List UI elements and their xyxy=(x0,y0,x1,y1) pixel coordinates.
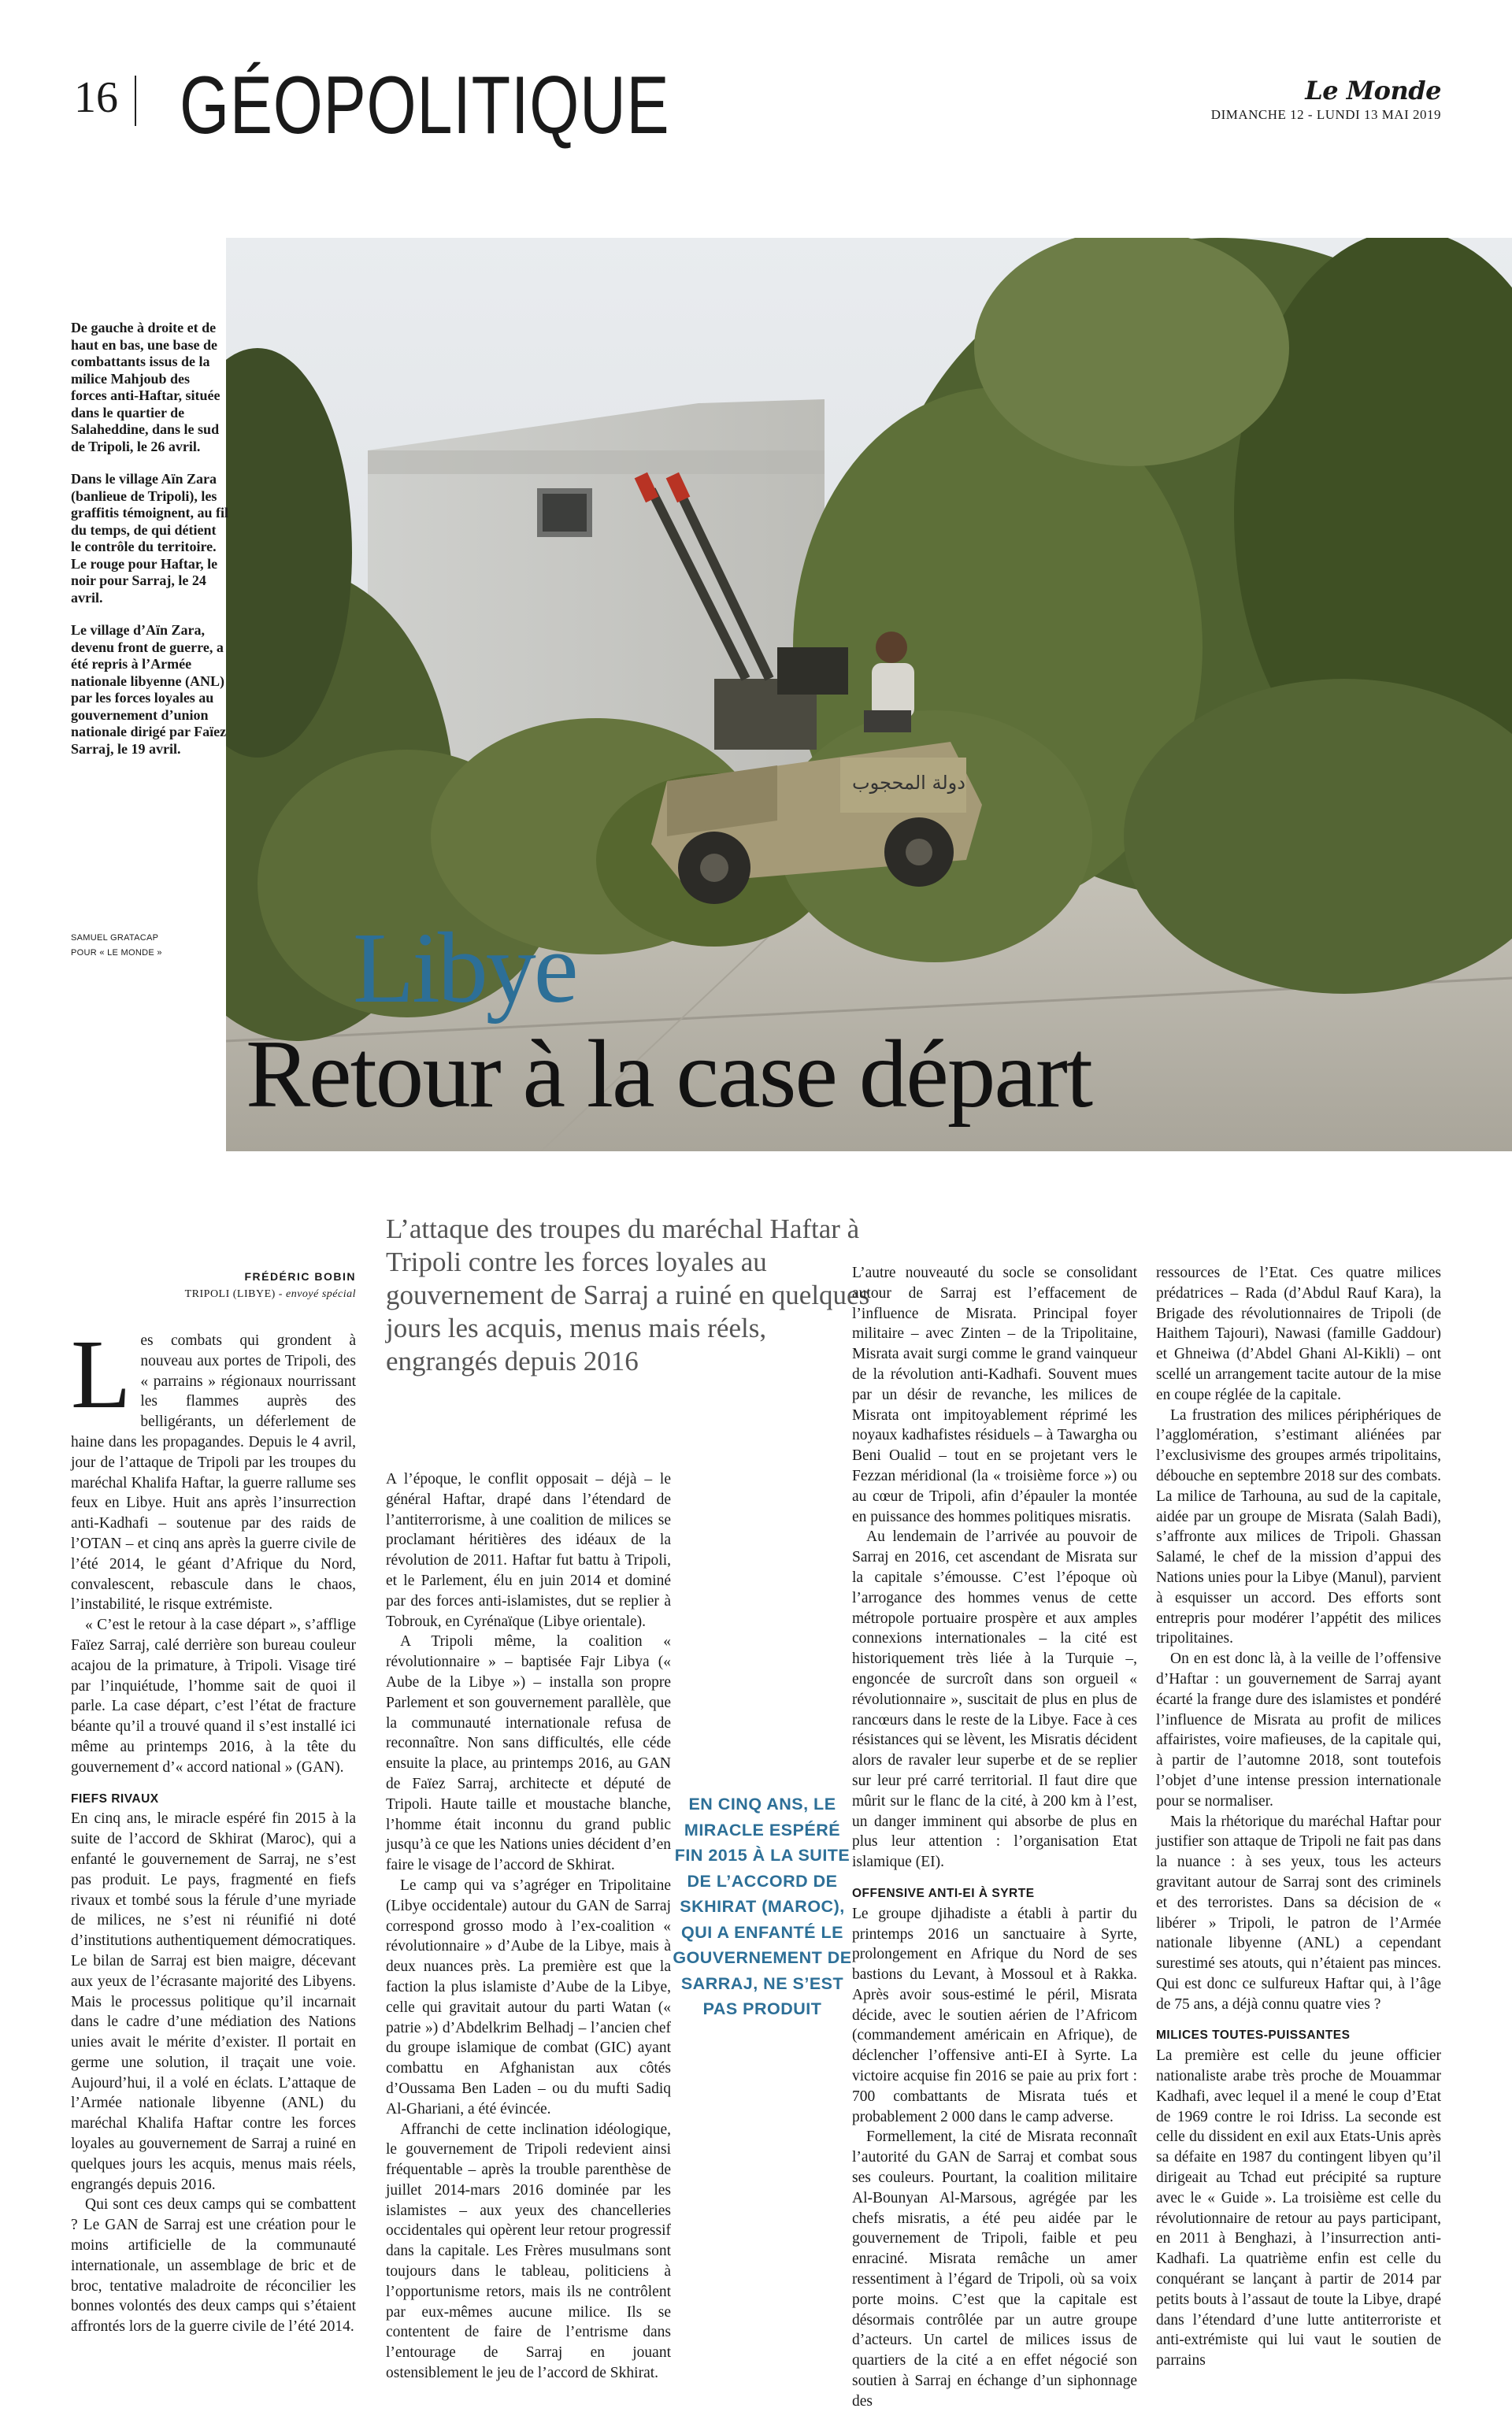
article-column-3 xyxy=(852,1263,1137,2412)
paragraph: Mais la rhétorique du maréchal Haftar pour justifier son attaque de Tripoli ne fait pas dans la nuance : à ses yeux, tous les acteurs gravitant autour de Sarraj sont des criminels et des terroristes. Dans sa décision de « libérer » Tripoli, le patron de l’Armée nationale libyenne (ANL) a cependant surestimé ses atouts, qui n’étaient pas minces. Qui est donc ce sulfureux Haftar qui, à l’âge de 75 ans, a déjà connu quatre vies ? xyxy=(1156,1813,1441,2013)
paragraph: ressources de l’Etat. Ces quatre milices prédatrices – Rada (d’Abdul Rauf Kara), la Brigade des révolutionnaires de Tripoli (de Haithem Tajouri), Nawasi (famille Gaddour) et Ghneiwa (d’Abdel Ghani Al-Kikli) – ont scellé un arrangement tacite autour de la mise en coupe réglée de la capitale. xyxy=(1156,1265,1441,1403)
svg-text:دولة المحجوب: دولة المحجوب xyxy=(852,772,965,794)
subheading: MILICES TOUTES-PUISSANTES xyxy=(1156,2029,1351,2043)
article-headline: Retour à la case départ xyxy=(246,1020,1092,1128)
paragraph: Au lendemain de l’arrivée au pouvoir de Sarraj en 2016, cet ascendant de Misrata sur la capitale s’émousse. C’est l’époque où l’arrogance des hommes venus de cette métropole portuaire prospère et aux amples connexions internationales – la cité est historiquement très liée à la Turquie –, engoncée de surcroît dans son orgueil « révolutionnaire », suscitait de plus en plus de rancœurs dans le reste de la Libye. Face à ces résistances qui se lèvent, les Misratis décident alors de ravaler leur superbe et de se replier sur leur pré carré territorial. Il faut dire que mûrit sur le flanc de la cité, à 200 km à l’est, un danger imminent qui absorbe de plus en plus leur attention : l’organisation Etat islamique (EI). xyxy=(852,1528,1137,1871)
author-role: envoyé spécial xyxy=(285,1288,356,1300)
subheading: FIEFS RIVAUX xyxy=(71,1791,159,1806)
photo-credit xyxy=(71,931,228,961)
paragraph: A l’époque, le conflit opposait – déjà – le général Haftar, drapé dans l’étendard de l’antiterrorisme, à une coalition de milices se proclamant héritières des idéaux de la révolution de 2011. Haftar fut battu à Tripoli, et le Parlement, élu en juin 2014 et dominé par des forces anti-islamistes, dut se replier à Tobrouk, en Cyrénaïque (Libye orientale). xyxy=(386,1471,671,1630)
subheading: OFFENSIVE ANTI-EI À SYRTE xyxy=(852,1886,1035,1900)
caption-paragraph: Dans le village Aïn Zara (banlieue de Tripoli), les graffitis témoignent, au fil du temps, de qui détient le contrôle du territoire. Le rouge pour Haftar, le noir pour Sarraj, le 24 avril. xyxy=(71,471,228,606)
paragraph: es combats qui grondent à nouveau aux portes de Tripoli, des « parrains » régionaux nourrissant les flammes auprès des belligérants, un déferlement de haine dans les propagandes. Depuis le 4 avril, jour de l’attaque de Tripoli par les troupes du maréchal Khalifa Haftar, la guerre rallume ses feux en Libye. Huit ans après l’insurrection anti-Kadhafi – soutenue par des raids de l’OTAN – et cinq ans après la guerre civile de l’été 2014, le géant d’Afrique du Nord, convalescent, rebascule dans le chaos, l’instabilité, le risque extrémiste. xyxy=(71,1332,356,1614)
caption-paragraph: Le village d’Aïn Zara, devenu front de guerre, a été repris à l’Armée nationale libyenne (ANL) par les forces loyales au gouvernement d’union nationale dirigé par Faïez Sarraj, le 19 avril. xyxy=(71,622,227,757)
pull-quote: EN CINQ ANS, LE MIRACLE ESPÉRÉ FIN 2015 À LA SUITE DE L’ACCORD DE SKHIRAT (MAROC), QUI A ENFANTÉ LE GOUVERNEMENT DE SARRAJ, NE S’EST PAS PRODUIT xyxy=(673,1795,852,2018)
paragraph: Affranchi de cette inclination idéologique, le gouvernement de Tripoli redevient ainsi fréquentable – après la trouble parenthèse de juillet 2014-mars 2016 dominée par les islamistes – aux yeux des chancelleries occidentales qui opèrent leur retour progressif dans la capitale. Les Frères musulmans sont toujours dans le tableau, politiciens à l’opportunisme retors, mais ils ne contrôlent par eux-mêmes aucune milice. Ils se contentent de faire de l’entrisme dans l’entourage de Sarraj en jouant ostensiblement le jeu de l’accord de Skhirat. xyxy=(386,2121,671,2382)
caption-paragraph: De gauche à droite et de haut en bas, une base de combattants issus de la milice Mahjoub des forces anti-Haftar, située dans le quartier de Salaheddine, dans le sud de Tripoli, le 26 avril. xyxy=(71,320,220,454)
issue-date: DIMANCHE 12 - LUNDI 13 MAI 2019 xyxy=(1210,107,1441,122)
paragraph: A Tripoli même, la coalition « révolutionnaire » – baptisée Fajr Libya (« Aube de la Libye ») – installa son propre Parlement et son gouvernement parallèle, que la communauté internationale refusa de reconnaître. Non sans difficultés, elle céde ensuite la place, au printemps 2016, au GAN de Faïez Sarraj, architecte et député de Tripoli. Haute taille et moustache blanche, l’homme était inconnu du grand public jusqu’à ce que les Nations unies décident d’en faire le visage de l’accord de Skhirat. xyxy=(386,1633,671,1874)
paragraph: Le groupe djihadiste a établi à partir du printemps 2016 un sanctuaire à Syrte, prolongement en Afrique du Nord de ses bastions du Levant, à Mossoul et à Rakka. Après avoir sous-estimé le péril, Misrata décide, avec le soutien aérien de l’Africom (commandement américain en Afrique), de déclencher l’offensive anti-EI à Syrte. La victoire acquise fin 2016 se paie au prix fort : 700 combattants de Misrata tués et probablement 2 000 dans le camp adverse. xyxy=(852,1905,1137,2125)
paragraph: Le camp qui va s’agréger en Tripolitaine (Libye occidentale) autour du GAN de Sarraj correspond grosso modo à l’ex-coalition « révolutionnaire » d’Aube de la Libye, mais à deux nuances près. La première est que la faction la plus islamiste d’Aube de la Libye, celle qui gravitait autour du parti Watan (« patrie ») d’Abdelkrim Belhadj – l’ancien chef du groupe islamique de combat (GIC) ayant combattu en Afghanistan aux côtés d’Oussama Ben Laden – ou du mufti Sadiq Al-Ghariani, a été évincée. xyxy=(386,1877,671,2117)
paragraph: Qui sont ces deux camps qui se combattent ? Le GAN de Sarraj est une création pour le moins artificielle de la communauté internationale, un assemblage de bric et de broc, tentative maladroite de réconcilier les bonnes volontés des deux camps qui s’étaient affrontés lors de la guerre civile de l’été 2014. xyxy=(71,2196,356,2336)
newspaper-logo: Le Monde xyxy=(1305,76,1441,106)
paragraph: L’autre nouveauté du socle se consolidant autour de Sarraj est l’effacement de l’influence de Misrata. Principal foyer militaire – avec Zinten – de la Tripolitaine, Misrata avait surgi comme le grand vainqueur de la révolution anti-Kadhafi. Souvent mues par un désir de revanche, les milices de Misrata ont impitoyablement réprimé les noyaux kadhafistes résiduels – à Tawargha ou Beni Oualid – tout en se projetant vers le Fezzan méridional (la « troisième force ») ou au cœur de Tripoli, afin d’épauler la montée en puissance des hommes politiques misratis. xyxy=(852,1265,1137,1525)
article-column-4 xyxy=(1156,1263,1441,2371)
photographer-name: SAMUEL GRATACAP xyxy=(71,933,159,943)
article-lede: L’attaque des troupes du maréchal Haftar à Tripoli contre les forces loyales au gouvernement de Sarraj a ruiné en quelques jours les acquis, menus mais réels, engrangés depuis 2016 xyxy=(386,1213,870,1376)
author-name: FRÉDÉRIC BOBIN xyxy=(244,1270,356,1283)
paragraph: « C’est le retour à la case départ », s’afflige Faïez Sarraj, calé derrière son bureau couleur acajou de la primature, à Tripoli. Visage tiré par l’inquiétude, l’homme sait de quoi il parle. La case départ, c’est l’état de fracture béante qu’il a trouvé quand il s’est installé ici même au printemps 2016, à la tête du gouvernement d’« accord national » (GAN). xyxy=(71,1617,356,1776)
paragraph: La frustration des milices périphériques de l’agglomération, s’estimant aliénées par l’exclusivisme des groupes armés tripolitains, débouche en septembre 2018 sur des combats. La milice de Tarhouna, au sud de la capitale, aidée par un groupe de Misrata (Salah Badi), s’affronte aux milices de Tripoli. Ghassan Salamé, le chef de la mission d’appui des Nations unies pour la Libye (Manul), parvient à esquisser un accord. Des efforts sont entrepris pour modérer l’appétit des milices tripolitaines. xyxy=(1156,1406,1441,1647)
article-column-1 xyxy=(71,1321,356,2337)
drop-cap: L xyxy=(71,1321,132,1429)
paragraph: La première est celle du jeune officier nationaliste arabe très proche de Mouammar Kadhafi, avec lequel il a mené le coup d’Etat de 1969 contre le roi Idriss. La seconde est celle du dissident en exil aux Etats-Unis après sa défaite en 1987 du contingent libyen qu’il dirigeait au Tchad eut précipité sa rupture avec le « Guide ». La troisième est celle du révolutionnaire de retour au pays participant, en 2011 à Benghazi, à l’insurrection anti-Kadhafi. La quatrième enfin est celle du conquérant se lançant à partir de 2014 par petits bouts à l’assaut de toute la Libye, drapé dans l’étendard d’une lutte antiterroriste et anti-extrémiste qui lui vaut le soutien de parrains xyxy=(1156,2047,1441,2369)
paragraph: Formellement, la cité de Misrata reconnaît l’autorité du GAN de Sarraj et combat sous ses couleurs. Pourtant, la coalition militaire Al-Bounyan Al-Marsous, agrégée par les chefs misratis, a été peu aidée par le gouvernement de Tripoli, faible et peu enraciné. Misrata remâche un amer ressentiment à l’égard de Tripoli, où sa voix porte moins. C’est que la capitale est désormais contrôlée par un autre groupe d’acteurs. Un cartel de milices issus de quartiers de la cité a en effet négocié son soutien à Sarraj en échange d’un siphonnage des xyxy=(852,2129,1137,2410)
article-kicker: Libye xyxy=(353,912,576,1024)
photo-caption xyxy=(71,320,228,773)
photographer-outlet: POUR « LE MONDE » xyxy=(71,948,162,958)
article-column-2 xyxy=(386,1469,671,2384)
paragraph: En cinq ans, le miracle espéré fin 2015 à la suite de l’accord de Skhirat (Maroc), qui a enfanté le gouvernement de Sarraj, ne s’est pas produit. Le pays, fragmenté en fiefs rivaux et tombé sous la férule d’une myriade de milices, ne s’est ni réunifié ni doté d’institutions authentiquement démocratiques. Le bilan de Sarraj est bien maigre, décevant aux yeux de l’écrasante majorité des Libyens. Mais le processus politique qu’il incarnait dans le cadre d’une médiation des Nations unies avait le mérite d’exister. Il portait en germe une solution, il traçait une voie. Aujourd’hui, il a volé en éclats. L’attaque de l’Armée nationale libyenne (ANL) du maréchal Khalifa Haftar contre les forces loyales au gouvernement de Sarraj a ruiné en quelques jours les acquis, menus mais réels, engrangés depuis 2016. xyxy=(71,1810,356,2193)
page-number: 16 xyxy=(74,73,118,122)
section-title: GÉOPOLITIQUE xyxy=(180,60,670,151)
author-location: TRIPOLI (LIBYE) - xyxy=(184,1288,283,1300)
page-number-divider xyxy=(135,76,136,126)
paragraph: On en est donc là, à la veille de l’offensive d’Haftar : un gouvernement de Sarraj ayant écarté la frange dure des islamistes et pondéré l’influence de Misrata au profit de milices affairistes, voire mafieuses, de la capitale qui, à partir de l’automne 2018, sont toutefois l’objet d’une intense pression internationale pour se normaliser. xyxy=(1156,1651,1441,1810)
author-dateline xyxy=(71,1288,356,1301)
